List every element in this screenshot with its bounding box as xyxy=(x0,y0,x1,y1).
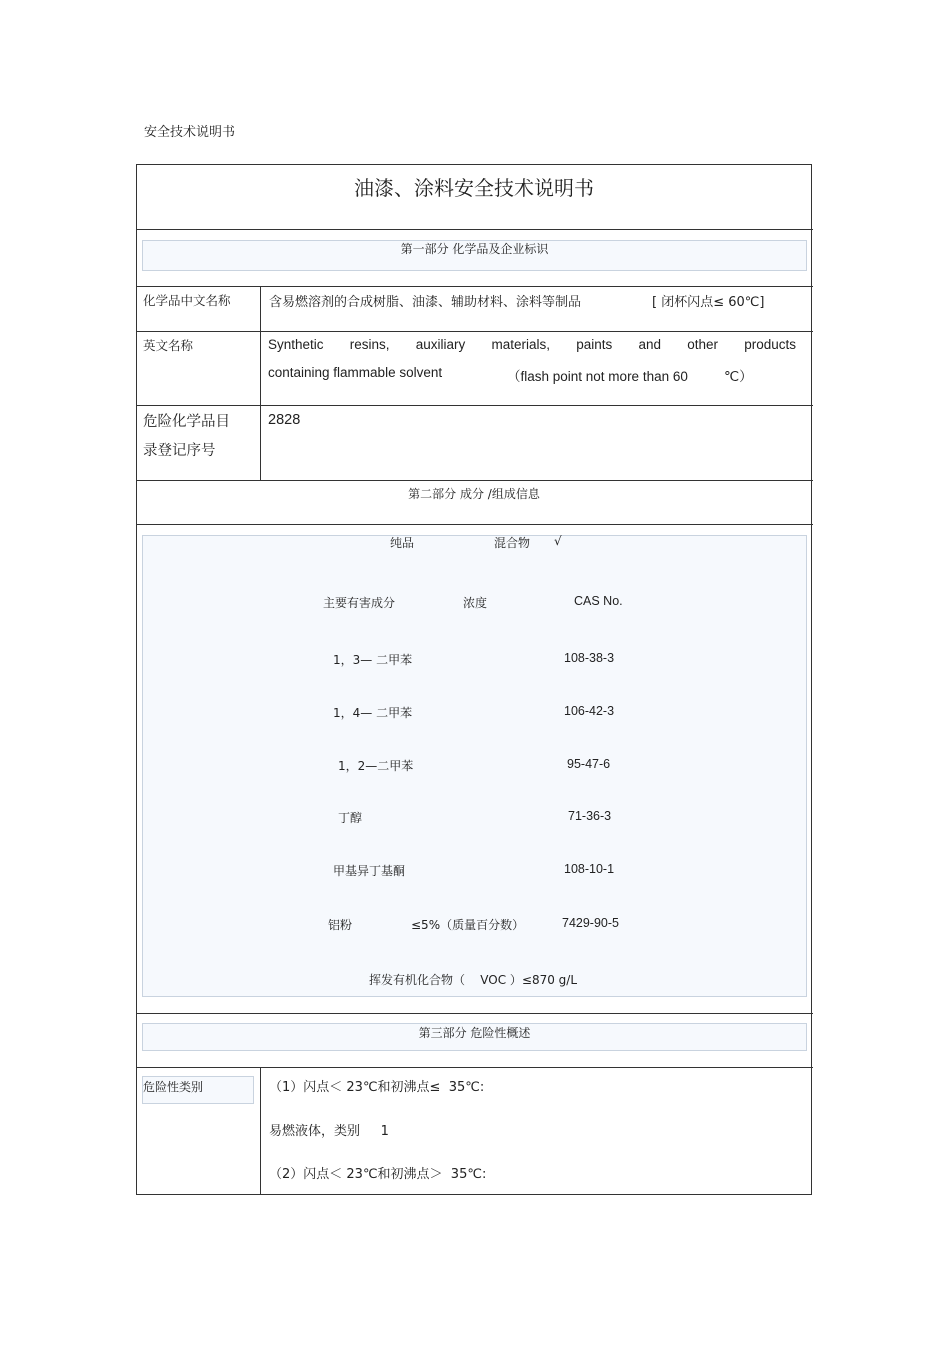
ingredient-concentration: ≤5%（质量百分数） xyxy=(411,918,525,932)
ingredient-name: 1，3— 二甲苯 xyxy=(333,653,413,667)
pure-label: 纯品 xyxy=(390,536,415,550)
en-name-line1: Synthetic resins, auxiliary materials, paints and other products xyxy=(268,337,796,352)
column-divider xyxy=(260,286,261,480)
col-ingredient-header: 主要有害成分 xyxy=(323,596,396,610)
row-divider xyxy=(136,480,813,481)
hazard-category-label: 危险性类别 xyxy=(143,1080,204,1094)
ingredient-name: 甲基异丁基酮 xyxy=(333,864,406,878)
ingredient-cas: 95-47-6 xyxy=(567,757,611,771)
col-concentration-header: 浓度 xyxy=(463,596,488,610)
en-name-line2c: ℃） xyxy=(724,369,753,384)
document-title: 油漆、涂料安全技术说明书 xyxy=(354,176,594,200)
ingredient-cas: 7429-90-5 xyxy=(562,916,619,930)
column-divider xyxy=(260,1067,261,1195)
ingredient-name: 1，2—二甲苯 xyxy=(338,759,414,773)
en-name-line2b: （flash point not more than 60 xyxy=(507,369,688,384)
reg-label-line2: 录登记序号 xyxy=(143,443,216,459)
ingredient-name: 丁醇 xyxy=(338,811,363,825)
section3-title: 第三部分 危险性概述 xyxy=(418,1026,531,1040)
cn-name-value: 含易燃溶剂的合成树脂、油漆、辅助材料、涂料等制品 xyxy=(269,295,582,310)
row-divider xyxy=(136,405,813,406)
row-divider xyxy=(136,286,813,287)
row-divider xyxy=(136,331,813,332)
en-name-label: 英文名称 xyxy=(143,338,194,353)
cn-name-label: 化学品中文名称 xyxy=(143,293,231,308)
hazard-item-2: （2）闪点＜ 23℃和初沸点＞ 35℃: xyxy=(269,1167,487,1182)
ingredient-name: 1，4— 二甲苯 xyxy=(333,706,413,720)
row-divider xyxy=(136,1067,813,1068)
hazard-item-1: （1）闪点＜ 23℃和初沸点≤ 35℃: xyxy=(269,1080,485,1095)
section2-title: 第二部分 成分 /组成信息 xyxy=(408,487,540,501)
col-cas-header: CAS No. xyxy=(574,594,623,608)
ingredient-cas: 108-38-3 xyxy=(564,651,615,665)
ingredient-cas: 71-36-3 xyxy=(568,809,612,823)
voc-text: 挥发有机化合物（ VOC ）≤870 g/L xyxy=(369,973,578,987)
en-name-line2a: containing flammable solvent xyxy=(268,365,443,380)
hazard-item-1-sub: 易燃液体，类别 1 xyxy=(269,1124,389,1139)
row-divider xyxy=(136,524,813,525)
reg-value: 2828 xyxy=(268,412,301,428)
section1-title: 第一部分 化学品及企业标识 xyxy=(400,242,549,256)
page-header: 安全技术说明书 xyxy=(144,125,236,140)
reg-label-line1: 危险化学品目 xyxy=(143,414,230,430)
row-divider xyxy=(136,229,813,230)
cn-name-note: [ 闭杯闪点≤ 60℃] xyxy=(652,295,765,310)
ingredient-cas: 108-10-1 xyxy=(564,862,615,876)
mixture-label: 混合物 xyxy=(494,536,531,550)
ingredient-name: 铝粉 xyxy=(328,918,353,932)
mixture-check-mark: √ xyxy=(554,534,562,548)
ingredient-cas: 106-42-3 xyxy=(564,704,615,718)
row-divider xyxy=(136,1013,813,1014)
